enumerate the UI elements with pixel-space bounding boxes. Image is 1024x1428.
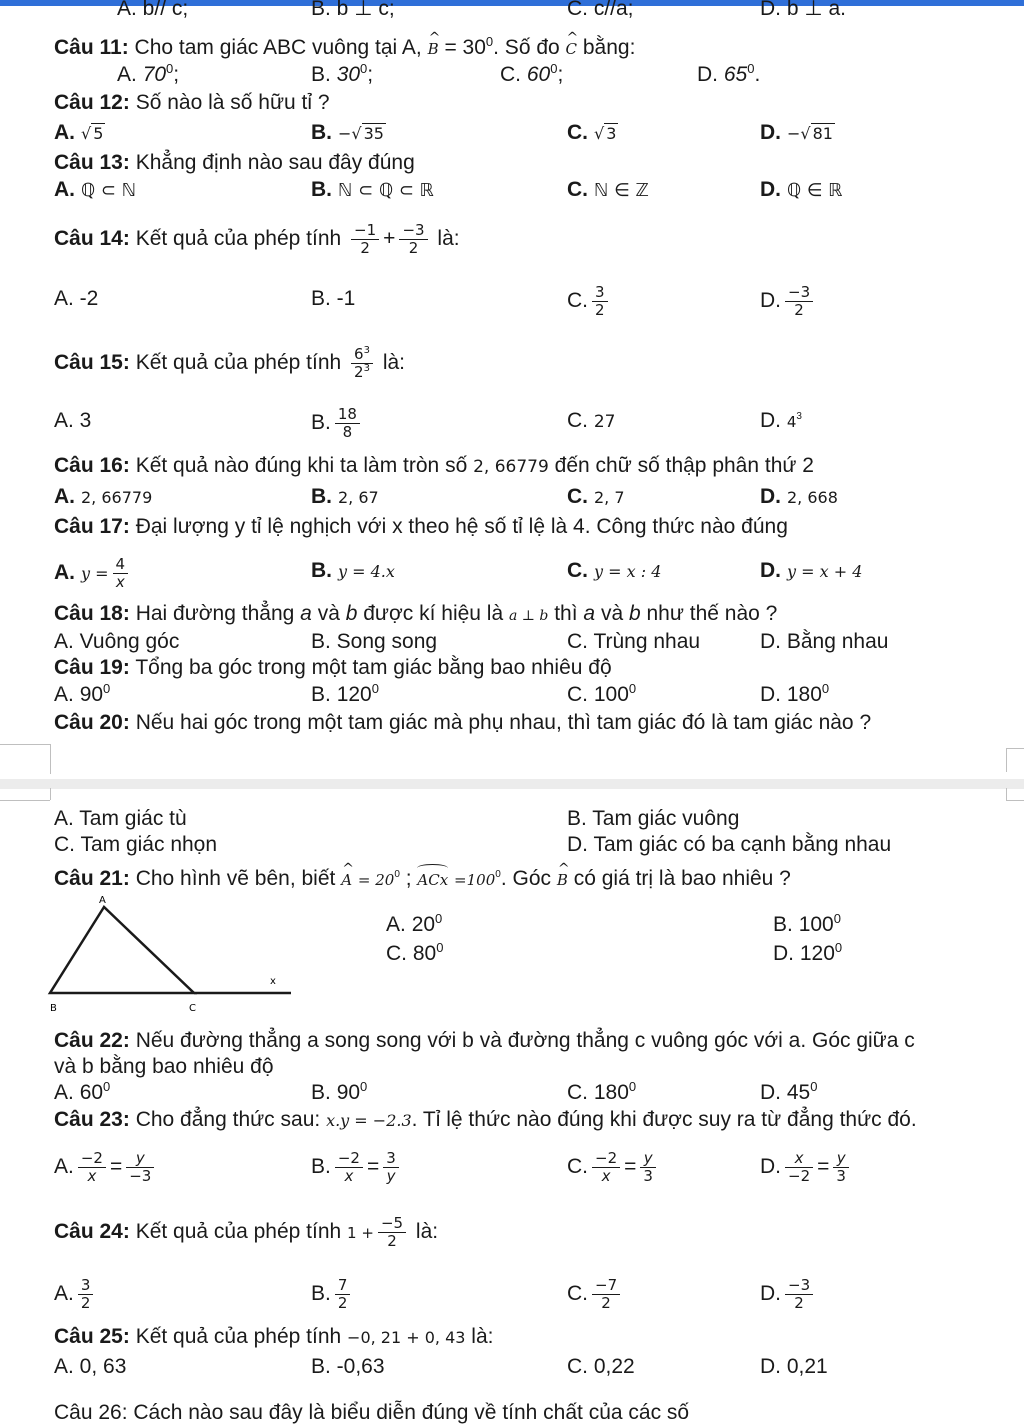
crop-mark <box>1006 788 1007 800</box>
option-b: B. $90^0$ <box>311 1079 368 1104</box>
question-23-options <box>0 1149 1024 1185</box>
option-d: D. $4^3$ <box>760 409 802 432</box>
option-c: C. Trùng nhau <box>567 630 701 653</box>
option-a: A. √ 5 <box>54 121 104 144</box>
option-c: C. ℕ ∈ ℤ <box>567 178 649 201</box>
option-c: C. $\frac{3}{2}$ <box>567 284 612 319</box>
option-c: C. $100^0$ <box>567 681 637 706</box>
question-24: Câu 24: Kết quả của phép tính 1 + $\frac{-5}{2}$ là: <box>54 1214 439 1250</box>
option-b: B. $30^0$; <box>311 61 374 86</box>
prev-options-row <box>0 0 1024 24</box>
question-23: Câu 23: Cho đẳng thức sau: x.y = −2.3. Tỉ lệ thức nào đúng khi được suy ra từ đẳng thức đó. <box>54 1108 917 1131</box>
crop-mark <box>0 744 50 745</box>
option-c: C. y = x : 4 <box>567 559 662 582</box>
question-17-options <box>0 555 1024 591</box>
crop-mark <box>1006 748 1024 749</box>
option-d: D. 2, 668 <box>760 485 838 508</box>
question-11: Câu 11: Cho tam giác ABC vuông tại A, ^ $B = 30^0$. Số đo ^ C bằng: <box>0 33 1024 63</box>
option-a: A. Tam giác tù <box>54 807 187 830</box>
option-c: C. $180^0$ <box>567 1079 637 1104</box>
question-15-options <box>0 405 1024 441</box>
question-20: Câu 20: Nếu hai góc trong một tam giác mà phụ nhau, thì tam giác đó là tam giác nào ? <box>54 711 872 734</box>
prev-option-b: B. b ⊥ c; <box>311 0 395 20</box>
question-19-options <box>0 680 1024 710</box>
option-b: B. -1 <box>311 287 356 310</box>
question-16-options <box>0 482 1024 512</box>
question-13-options <box>0 175 1024 205</box>
option-b: B. y = 4.x <box>311 559 395 582</box>
option-d: D. $120^0$ <box>773 940 843 965</box>
option-c: C. $\frac{-2}{x}$ = $\frac{y}{3}$ <box>567 1150 660 1185</box>
label-x: x <box>270 976 276 987</box>
prev-option-c: C. c//a; <box>567 0 634 20</box>
question-22-options <box>0 1078 1024 1108</box>
option-a: A. 0, 63 <box>54 1355 127 1378</box>
question-24-options <box>0 1276 1024 1312</box>
option-c: C. $60^0$; <box>500 61 564 86</box>
question-19: Câu 19: Tổng ba góc trong một tam giác bằng bao nhiêu độ <box>54 656 612 679</box>
option-c: C. $80^0$ <box>386 940 444 965</box>
question-17: Câu 17: Đại lượng y tỉ lệ nghịch với x theo hệ số tỉ lệ là 4. Công thức nào đúng <box>54 515 788 538</box>
option-a: A. Vuông góc <box>54 630 180 653</box>
angle-c: ^ C <box>566 34 577 64</box>
label-c: C <box>189 1003 196 1014</box>
option-d: D. $65^0$. <box>697 61 761 86</box>
option-d: D. $\frac{-3}{2}$ <box>760 284 817 319</box>
option-a: A. $20^0$ <box>386 911 443 936</box>
option-b: B. $120^0$ <box>311 681 379 706</box>
option-d: D. −√ 81 <box>760 121 833 144</box>
cut-off-next-question: Câu 26: Cách nào sau đây là biểu diễn đúng về tính chất của các số <box>54 1401 690 1424</box>
question-20-options-2 <box>0 830 1024 860</box>
option-a: A. ℚ ⊂ ℕ <box>54 178 137 201</box>
option-a: A. y = $\frac{4}{x}$ <box>54 556 132 591</box>
question-21: Câu 21: Cho hình vẽ bên, biết ^ $A = 20^0$ ; ACx $=100^0$. Góc ^ B có giá trị là bao nhiêu ? <box>0 864 1024 894</box>
crop-mark <box>1006 800 1024 801</box>
option-c: C. √ 3 <box>567 121 617 144</box>
option-a: A. 2, 66779 <box>54 485 153 508</box>
question-13: Câu 13: Khẳng định nào sau đây đúng <box>54 151 415 174</box>
question-12-options <box>0 118 1024 148</box>
option-d: D. $\frac{x}{-2}$ = $\frac{y}{3}$ <box>760 1150 853 1185</box>
question-18: Câu 18: Hai đường thẳng a và b được kí hiệu là a ⊥ b thì a và b như thế nào ? <box>54 602 778 625</box>
option-b: B. Tam giác vuông <box>567 807 740 830</box>
question-14: Câu 14: Kết quả của phép tính $\frac{-1}{2}$ + $\frac{-3}{2}$ là: <box>54 221 460 257</box>
label-a: A <box>99 895 106 906</box>
option-d: D. $45^0$ <box>760 1079 818 1104</box>
question-22-cont: và b bằng bao nhiêu độ <box>54 1055 274 1078</box>
option-c: C. 0,22 <box>567 1355 635 1378</box>
crop-mark <box>1006 748 1007 772</box>
question-11-options <box>0 60 1024 90</box>
option-b: B. $100^0$ <box>773 911 841 936</box>
option-b: B. $\frac{18}{8}$ <box>311 406 364 441</box>
crop-mark <box>50 788 51 800</box>
option-a: A. $70^0$; <box>117 61 180 86</box>
option-c: C. 27 <box>567 409 616 432</box>
page-break-divider <box>0 779 1024 789</box>
option-c: C. $\frac{-7}{2}$ <box>567 1277 624 1312</box>
option-b: B. Song song <box>311 630 438 653</box>
option-a: A. 3 <box>54 409 92 432</box>
prev-option-a: A. b// c; <box>117 0 189 20</box>
option-d: D. Bằng nhau <box>760 630 889 653</box>
option-d: D. 0,21 <box>760 1355 828 1378</box>
question-12: Câu 12: Số nào là số hữu tỉ ? <box>54 91 330 114</box>
option-a: A. -2 <box>54 287 99 310</box>
question-16: Câu 16: Kết quả nào đúng khi ta làm tròn số 2, 66779 đến chữ số thập phân thứ 2 <box>54 454 814 477</box>
question-15: Câu 15: Kết quả của phép tính $\frac{6^3}{2^3}$ là: <box>54 345 405 381</box>
option-d: D. $180^0$ <box>760 681 830 706</box>
option-c: C. 2, 7 <box>567 485 625 508</box>
option-b: B. 2, 67 <box>311 485 379 508</box>
option-b: B. $\frac{-2}{x}$ = $\frac{3}{y}$ <box>311 1150 403 1185</box>
option-a: A. $90^0$ <box>54 681 111 706</box>
question-21-options-2 <box>0 939 1024 969</box>
question-25-options <box>0 1352 1024 1382</box>
option-b: B. -0,63 <box>311 1355 385 1378</box>
option-c: C. Tam giác nhọn <box>54 833 218 856</box>
crop-mark <box>50 744 51 774</box>
option-d: D. y = x + 4 <box>760 559 863 582</box>
option-b: B. $\frac{7}{2}$ <box>311 1277 354 1312</box>
crop-mark <box>0 800 50 801</box>
label-b: B <box>50 1003 57 1014</box>
question-22: Câu 22: Nếu đường thẳng a song song với b và đường thẳng c vuông góc với a. Góc giữa c <box>54 1029 915 1052</box>
option-b: B. −√ 35 <box>311 121 384 144</box>
option-d: D. $\frac{-3}{2}$ <box>760 1277 817 1312</box>
option-a: A. $60^0$ <box>54 1079 111 1104</box>
option-d: D. ℚ ∈ ℝ <box>760 178 843 201</box>
question-14-options <box>0 283 1024 319</box>
question-label: Câu 11: <box>54 36 129 59</box>
question-21-options-1 <box>0 910 1024 940</box>
option-a: A. $\frac{3}{2}$ <box>54 1277 97 1312</box>
option-d: D. Tam giác có ba cạnh bằng nhau <box>567 833 892 856</box>
question-25: Câu 25: Kết quả của phép tính −0, 21 + 0, 43 là: <box>54 1325 494 1348</box>
option-b: B. ℕ ⊂ ℚ ⊂ ℝ <box>311 178 434 201</box>
angle-b: ^ B <box>428 34 439 64</box>
option-a: A. $\frac{-2}{x}$ = $\frac{y}{-3}$ <box>54 1150 158 1185</box>
prev-option-d: D. b ⊥ a. <box>760 0 846 20</box>
